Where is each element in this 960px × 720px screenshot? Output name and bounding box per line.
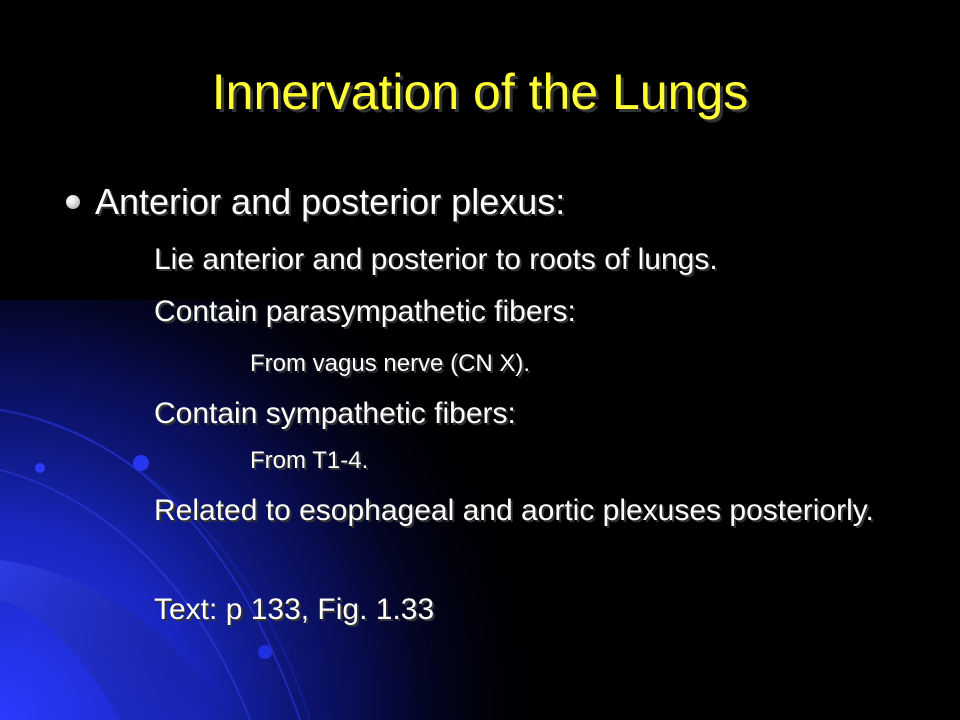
sub-item-contain-sympathetic: Contain sympathetic fibers: xyxy=(154,397,516,430)
sub-item-contain-parasympathetic: Contain parasympathetic fibers: xyxy=(154,295,576,328)
decor-dot xyxy=(35,463,45,473)
decor-dot xyxy=(258,645,272,659)
sub-item-lie: Lie anterior and posterior to roots of lungs. xyxy=(154,243,718,276)
sub-sub-item-vagus: From vagus nerve (CN X). xyxy=(250,350,531,377)
round-bullet-icon xyxy=(66,195,80,209)
decor-dot xyxy=(133,455,149,471)
bullet-item xyxy=(66,178,565,226)
sub-item-text-reference: Text: p 133, Fig. 1.33 xyxy=(154,593,435,626)
bullet-text: Anterior and posterior plexus: xyxy=(95,181,566,222)
sub-sub-item-t1-4: From T1-4. xyxy=(250,447,369,474)
sub-item-related: Related to esophageal and aortic plexuses posteriorly. xyxy=(154,494,874,527)
slide-title: Innervation of the Lungs xyxy=(211,64,749,120)
